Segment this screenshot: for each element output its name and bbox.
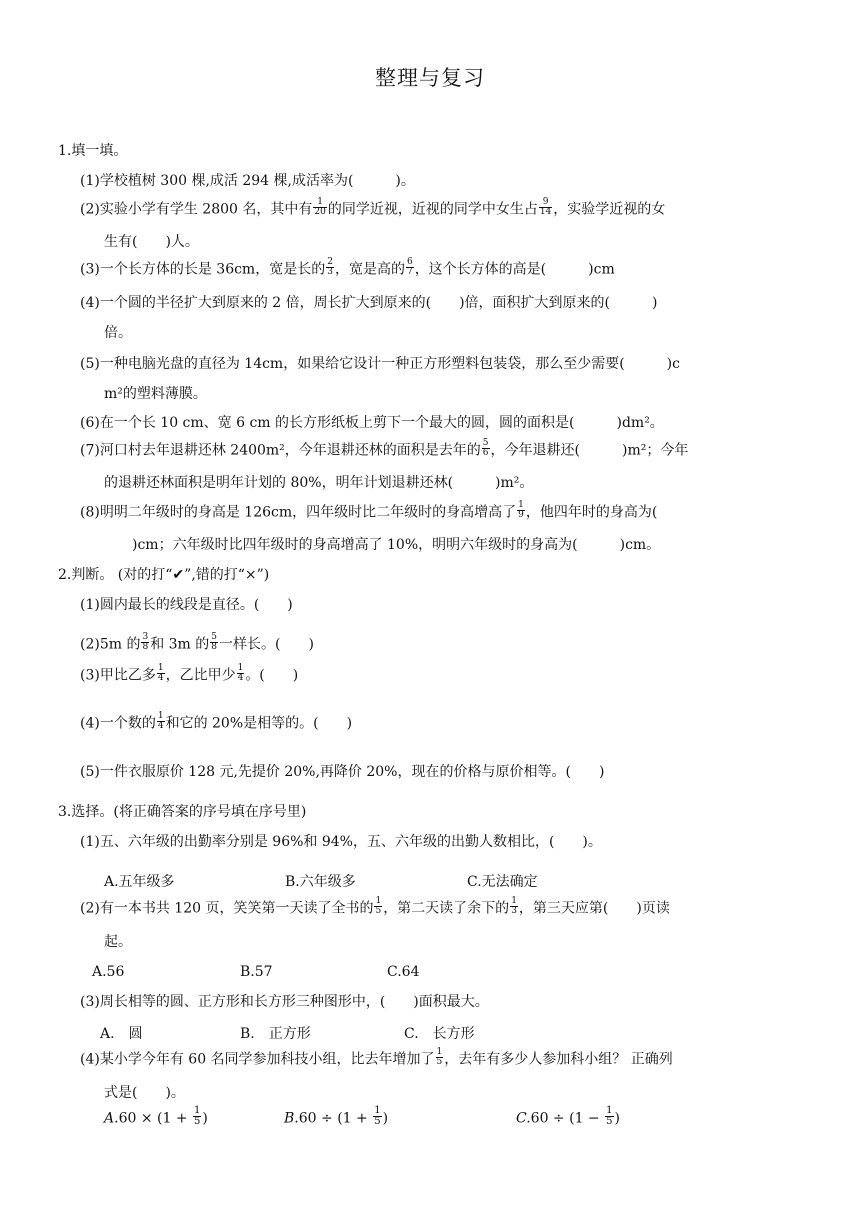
s1-question-8: (8)明明二年级时的身高是 126cm，四年级时比二年级时的身高增高了 $\frac{1}{9}$ ，他四年时的身高为( — [80, 500, 658, 521]
s3-q4-option-b: B.60 ÷ (1 + $\frac{1}{5}$ ) — [284, 1105, 389, 1127]
s1-question-5-cont: m²的塑料薄膜。 — [104, 386, 207, 402]
s3-question-4: (4)某小学今年有 60 名同学参加科技小组，比去年增加了 $\frac{1}{5}$ ，去年有多少人参加科小组？ 正确列 — [80, 1047, 673, 1068]
section-1-heading: 1.填一填。 — [58, 143, 128, 159]
s3-q4-option-c: C.60 ÷ (1 − $\frac{1}{5}$ ) — [516, 1105, 620, 1127]
s3-q1-option-c: C.无法确定 — [467, 874, 538, 890]
s1-question-8-cont: )cm；六年级时比四年级时的身高增高了 10%，明明六年级时的身高为( )cm。 — [104, 537, 661, 553]
s3-q2-option-a: A.56 — [92, 964, 125, 980]
s1-question-2-cont: 生有( )人。 — [104, 234, 199, 250]
fraction: $\frac{1}{5}$ — [375, 896, 382, 916]
fraction: $\frac{1}{20}$ — [314, 197, 326, 217]
s3-question-1: (1)五、六年级的出勤率分别是 96%和 94%，五、六年级的出勤人数相比，( )。 — [80, 834, 602, 850]
s3-question-2: (2)有一本书共 120 页，笑笑第一天读了全书的 $\frac{1}{5}$ ，第二天读了余下的 $\frac{1}{3}$ ，第三天应第( )页读 — [80, 896, 670, 917]
s1-question-2: (2)实验小学有学生 2800 名，其中有 $\frac{1}{20}$ 的同学近视，近视的同学中女生占 $\frac{9}{14}$ ，实验学近视的女 — [80, 197, 666, 218]
fraction: $\frac{1}{4}$ — [237, 663, 244, 683]
s3-question-4-cont: 式是( )。 — [104, 1085, 185, 1101]
s3-q4-option-a: A.60 × (1 + $\frac{1}{5}$ ) — [104, 1105, 208, 1127]
fraction: $\frac{1}{3}$ — [511, 896, 517, 916]
s1-question-5: (5)一种电脑光盘的直径为 14cm，如果给它设计一种正方形塑料包装袋，那么至少需要( )c — [80, 356, 680, 372]
s3-q1-option-a: A.五年级多 — [104, 874, 175, 890]
s1-question-4-cont: 倍。 — [104, 325, 132, 341]
s3-q2-option-c: C.64 — [387, 964, 420, 980]
section-2-heading: 2.判断。 (对的打“✔”,错的打“×”) — [58, 567, 270, 583]
fraction: $\frac{3}{8}$ — [142, 632, 149, 652]
fraction: $\frac{6}{7}$ — [406, 257, 413, 277]
fraction: $\frac{1}{9}$ — [518, 500, 524, 520]
fraction: $\frac{9}{14}$ — [539, 197, 552, 217]
s2-question-2: (2)5m 的 $\frac{3}{8}$ 和 3m 的 $\frac{5}{8}$ 一样长。( ) — [80, 632, 314, 653]
s2-question-1: (1)圆内最长的线段是直径。( ) — [80, 597, 293, 613]
s1-question-7-cont: 的退耕还林面积是明年计划的 80%，明年计划退耕还林( )m²。 — [104, 475, 534, 491]
fraction: $\frac{2}{3}$ — [327, 257, 333, 277]
s3-q3-option-c: C. 长方形 — [404, 1026, 475, 1042]
page-title: 整理与复习 — [375, 66, 485, 90]
s1-question-3: (3)一个长方体的长是 36cm，宽是长的 $\frac{2}{3}$ ，宽是高的 $\frac{6}{7}$ ，这个长方体的高是( )cm — [80, 257, 615, 278]
s3-question-3: (3)周长相等的圆、正方形和长方形三种图形中，( )面积最大。 — [80, 994, 489, 1010]
fraction: $\frac{1}{5}$ — [436, 1047, 443, 1067]
s1-question-6: (6)在一个长 10 cm、宽 6 cm 的长方形纸板上剪下一个最大的圆，圆的面积是( )dm²。 — [80, 415, 664, 431]
s3-q2-option-b: B.57 — [240, 964, 273, 980]
fraction: $\frac{1}{4}$ — [157, 663, 164, 683]
s1-question-1: (1)学校植树 300 棵,成活 294 棵,成活率为( )。 — [80, 173, 415, 189]
s1-question-4: (4)一个圆的半径扩大到原来的 2 倍，周长扩大到原来的( )倍，面积扩大到原来的( ) — [80, 295, 658, 311]
s3-question-2-cont: 起。 — [104, 934, 132, 950]
s2-question-3: (3)甲比乙多 $\frac{1}{4}$ ，乙比甲少 $\frac{1}{4}$ 。( ) — [80, 663, 299, 684]
s1-question-7: (7)河口村去年退耕还林 2400m²，今年退耕还林的面积是去年的 $\frac{5}{6}$ ，今年退耕还( )m²；今年 — [80, 438, 689, 459]
s3-q3-option-b: B. 正方形 — [240, 1026, 311, 1042]
s3-q3-option-a: A. 圆 — [100, 1026, 143, 1042]
s3-q1-option-b: B.六年级多 — [285, 874, 356, 890]
s2-question-4: (4)一个数的 $\frac{1}{4}$ 和它的 20%是相等的。( ) — [80, 711, 353, 732]
fraction: $\frac{5}{8}$ — [211, 632, 218, 652]
section-3-heading: 3.选择。(将正确答案的序号填在序号里) — [58, 804, 307, 820]
fraction: $\frac{1}{4}$ — [157, 711, 164, 731]
s2-question-5: (5)一件衣服原价 128 元,先提价 20%,再降价 20%，现在的价格与原价相等。( ) — [80, 764, 605, 780]
fraction: $\frac{5}{6}$ — [482, 438, 489, 458]
